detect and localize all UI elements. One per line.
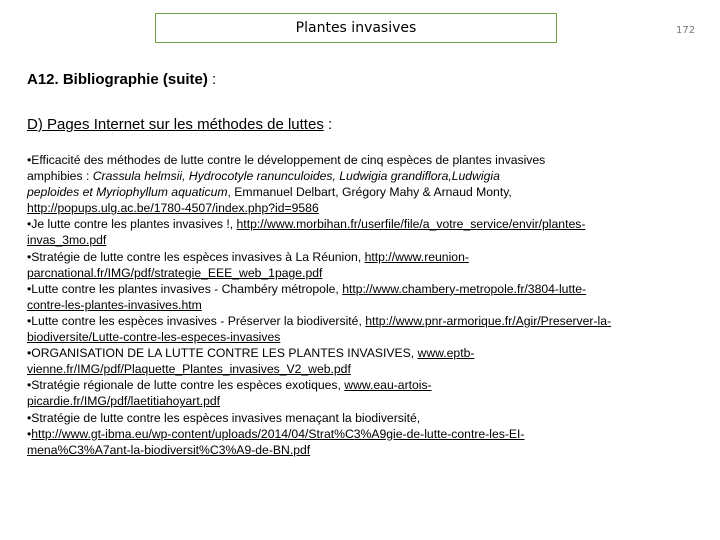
- bibliography-line: [27, 281, 707, 297]
- section-heading-suffix: :: [207, 71, 217, 88]
- subsection-heading: [27, 116, 332, 133]
- reference-text: amphibies :: [27, 169, 93, 184]
- bibliography-line: [27, 152, 707, 168]
- reference-text: •Efficacité des méthodes de lutte contre le développement de cinq espèces de plantes invasives: [27, 153, 546, 167]
- bibliography-line: [27, 426, 707, 442]
- reference-text: •Lutte contre les plantes invasives - Chambéry métropole,: [27, 281, 343, 296]
- bibliography-line: [27, 442, 707, 458]
- bibliography-line: [27, 265, 707, 281]
- reference-link[interactable]: invas_3mo.pdf: [27, 233, 107, 248]
- bibliography-line: [27, 232, 707, 248]
- reference-text: •: [27, 426, 32, 441]
- reference-text: •Stratégie de lutte contre les espèces invasives à La Réunion,: [27, 249, 365, 264]
- reference-link[interactable]: http://www.pnr-armorique.fr/Agir/Preserver-la-: [365, 313, 612, 328]
- bibliography-line: [27, 200, 707, 216]
- header-box: [155, 13, 557, 43]
- reference-link[interactable]: http://www.morbihan.fr/userfile/file/a_votre_service/envir/plantes-: [236, 217, 586, 232]
- section-heading: [27, 71, 216, 88]
- reference-text: •Stratégie de lutte contre les espèces invasives menaçant la biodiversité,: [27, 410, 421, 425]
- reference-link[interactable]: www.eau-artois-: [344, 378, 432, 393]
- subsection-heading-suffix: :: [323, 116, 333, 133]
- bibliography-line: [27, 345, 707, 361]
- reference-link[interactable]: http://www.reunion-: [364, 249, 469, 264]
- species-names: peploides et Myriophyllum aquaticum: [27, 185, 228, 200]
- reference-text: •Je lutte contre les plantes invasives !,: [27, 217, 237, 232]
- species-names: Crassula helmsii, Hydrocotyle ranunculoides, Ludwigia grandiflora,Ludwigia: [92, 169, 500, 184]
- reference-link[interactable]: contre-les-plantes-invasives.htm: [27, 297, 202, 312]
- bibliography-line: [27, 361, 707, 377]
- page-number: 172: [676, 25, 696, 36]
- reference-link[interactable]: biodiversite/Lutte-contre-les-especes-invasives: [27, 330, 281, 345]
- reference-link[interactable]: www.eptb-: [417, 346, 475, 361]
- reference-text: •Stratégie régionale de lutte contre les espèces exotiques,: [27, 378, 345, 393]
- subsection-heading-label: D) Pages Internet sur les méthodes de luttes: [27, 116, 324, 133]
- reference-link[interactable]: http://popups.ulg.ac.be/1780-4507/index.php?id=9586: [27, 201, 319, 216]
- bibliography-line: [27, 393, 707, 409]
- reference-link[interactable]: vienne.fr/IMG/pdf/Plaquette_Plantes_invasives_V2_web.pdf: [27, 362, 351, 377]
- page-title: Plantes invasives: [295, 20, 417, 36]
- reference-link[interactable]: http://www.chambery-metropole.fr/3804-lutte-: [342, 281, 587, 296]
- bibliography-line: [27, 216, 707, 232]
- reference-link[interactable]: mena%C3%A7ant-la-biodiversit%C3%A9-de-BN.pdf: [27, 442, 311, 457]
- bibliography-line: [27, 297, 707, 313]
- bibliography-list: [27, 152, 707, 458]
- bibliography-line: [27, 313, 707, 329]
- reference-text: •Lutte contre les espèces invasives - Préserver la biodiversité,: [27, 313, 366, 328]
- bibliography-line: [27, 168, 707, 184]
- reference-link[interactable]: picardie.fr/IMG/pdf/laetitiahoyart.pdf: [27, 394, 221, 409]
- bibliography-line: [27, 184, 707, 200]
- bibliography-line: [27, 377, 707, 393]
- bibliography-line: [27, 249, 707, 265]
- reference-text: , Emmanuel Delbart, Grégory Mahy & Arnaud Monty,: [227, 185, 512, 200]
- section-heading-main: A12. Bibliographie (suite): [27, 71, 208, 88]
- reference-link[interactable]: http://www.gt-ibma.eu/wp-content/uploads/2014/04/Strat%C3%A9gie-de-lutte-contre-les-EI-: [31, 426, 525, 441]
- bibliography-line: [27, 410, 707, 426]
- bibliography-line: [27, 329, 707, 345]
- reference-link[interactable]: parcnational.fr/IMG/pdf/strategie_EEE_web_1page.pdf: [27, 265, 323, 280]
- reference-text: •ORGANISATION DE LA LUTTE CONTRE LES PLANTES INVASIVES,: [27, 346, 418, 361]
